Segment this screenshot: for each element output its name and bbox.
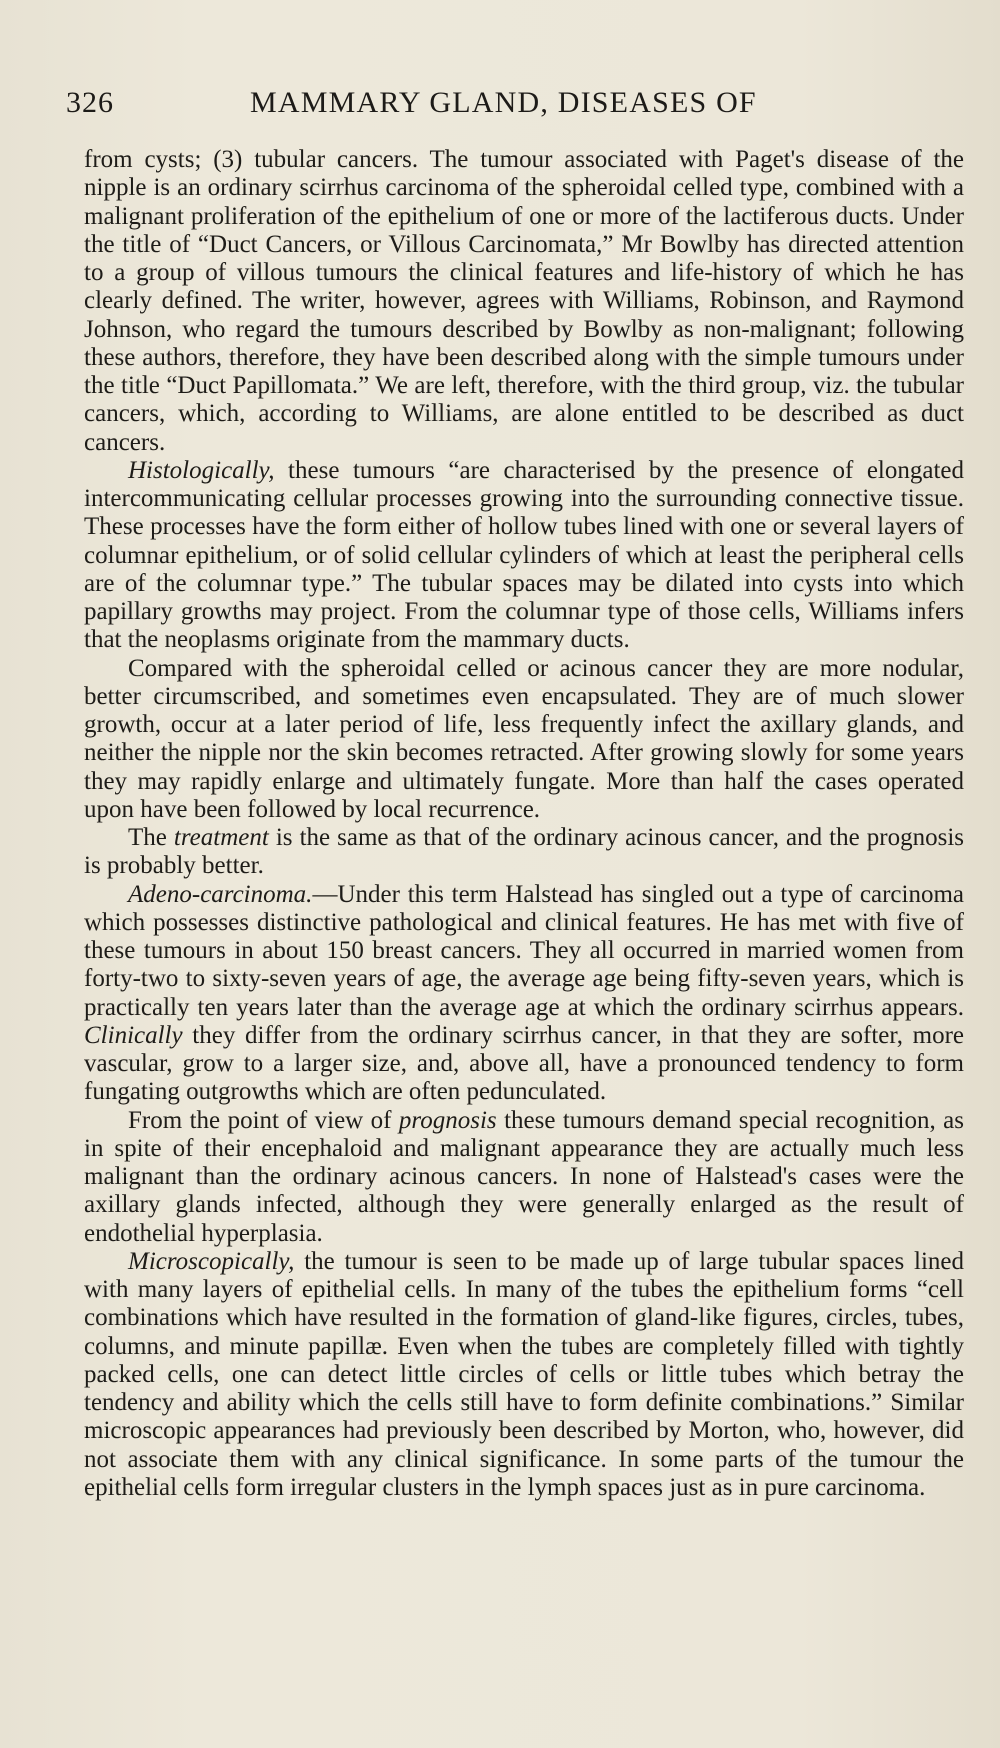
paragraph-prognosis-emphasis: prognosis — [398, 1106, 497, 1134]
paragraph-prognosis — [84, 1107, 964, 1248]
paragraph-prognosis-text: these tumours demand special recognition, as in spite of their encephaloid and malignant appearance they are actually much less malignant than the ordinary acinous cancers. In none of Halstead's cases were the axillary glands infected, although they were generally enlarged as the result of endothelial hyperplasia. — [84, 1106, 964, 1247]
paragraph-microscopically — [84, 1248, 964, 1502]
paragraph-treatment-emphasis: treatment — [173, 824, 269, 851]
paragraph-compared-text: Compared with the spheroidal celled or acinous cancer they are more nodular, better circumscribed, and sometimes even encapsulated. They are of much slower growth, occur at a later period of life, less frequently infect the axillary glands, and neither the nipple nor the skin becomes retracted. After growing slowly for some years they may rapidly enlarge and ultimately fungate. More than half the cases operated upon have been followed by local recurrence. — [84, 654, 964, 823]
paragraph-adeno-carcinoma-text: —Under this term Halstead has singled out a type of carcinoma which possesses distinctive pathological and clinical features. He has met with five of these tumours in about 150 breast cancers. They all occurred in married women from forty-two to sixty-seven years of age, the average age being fifty-seven years, which is practically ten years later than the average age at which the ordinary scirrhus appears. — [84, 880, 964, 1021]
paragraph-microscopically-lead: Microscopically, — [128, 1247, 295, 1275]
paragraph-histologically — [84, 457, 964, 655]
paragraph-histologically-lead: Histologically, — [128, 456, 275, 484]
paragraph-adeno-carcinoma-lead: Adeno-carcinoma. — [128, 880, 313, 908]
paragraph-compared — [84, 655, 964, 825]
paragraph-histologically-text: these tumours “are characterised by the presence of elongated intercommunicating cellular processes growing into the surrounding connective tissue. These processes have the form either of hollow tubes lined with one or several layers of columnar epithelium, or of solid cellular cylinders of which at least the peripheral cells are of the columnar type.” The tubular spaces may be dilated into cysts into which papillary growths may project. From the columnar type of those cells, Williams infers that the neoplasms originate from the mammary ducts. — [84, 456, 964, 654]
paragraph-adeno-carcinoma — [84, 881, 964, 1107]
paragraph-1 — [84, 146, 964, 457]
body-text — [84, 146, 964, 1502]
paragraph-treatment — [84, 824, 964, 881]
page-number: 326 — [66, 86, 114, 119]
paragraph-adeno-carcinoma-text-2: they differ from the ordinary scirrhus cancer, in that they are softer, more vascular, grow to a larger size, and, above all, have a pronounced tendency to form fungating outgrowths which are often pedunculated. — [84, 1021, 964, 1106]
paragraph-treatment-text: is the same as that of the ordinary acinous cancer, and the prognosis is probably better. — [84, 824, 964, 880]
paragraph-1-text: from cysts; (3) tubular cancers. The tumour associated with Paget's disease of the nipple is an ordinary scirrhus carcinoma of the spheroidal celled type, combined with a malignant proliferation of the epithelium of one or more of the lactiferous ducts. Under the title of “Duct Cancers, or Villous Carcinomata,” Mr Bowlby has directed attention to a group of villous tumours the clinical features and life-history of which he has clearly defined. The writer, however, agrees with Williams, Robinson, and Raymond Johnson, who regard the tumours described by Bowlby as non-malignant; following these authors, therefore, they have been described along with the simple tumours under the title “Duct Papillomata.” We are left, therefore, with the third group, viz. the tubular cancers, which, according to Williams, are alone entitled to be described as duct cancers. — [84, 146, 964, 456]
paragraph-microscopically-text: the tumour is seen to be made up of large tubular spaces lined with many layers of epithelial cells. In many of the tubes the epithelium forms “cell combinations which have resulted in the formation of gland-like figures, circles, tubes, columns, and minute papillæ. Even when the tubes are completely filled with tightly packed cells, one can detect little circles of cells or little tubes which betray the tendency and ability which the cells still have to form definite combinations.” Similar microscopic appearances had previously been described by Morton, who, however, did not associate them with any clinical significance. In some parts of the tumour the epithelial cells form irregular clusters in the lymph spaces just as in pure carcinoma. — [84, 1247, 964, 1501]
running-title: MAMMARY GLAND, DISEASES OF — [250, 86, 757, 119]
running-head — [66, 86, 940, 122]
paragraph-prognosis-prefix: From the point of view of — [128, 1106, 399, 1134]
paragraph-treatment-prefix: The — [128, 824, 174, 851]
paragraph-adeno-carcinoma-emphasis: Clinically — [84, 1021, 183, 1049]
